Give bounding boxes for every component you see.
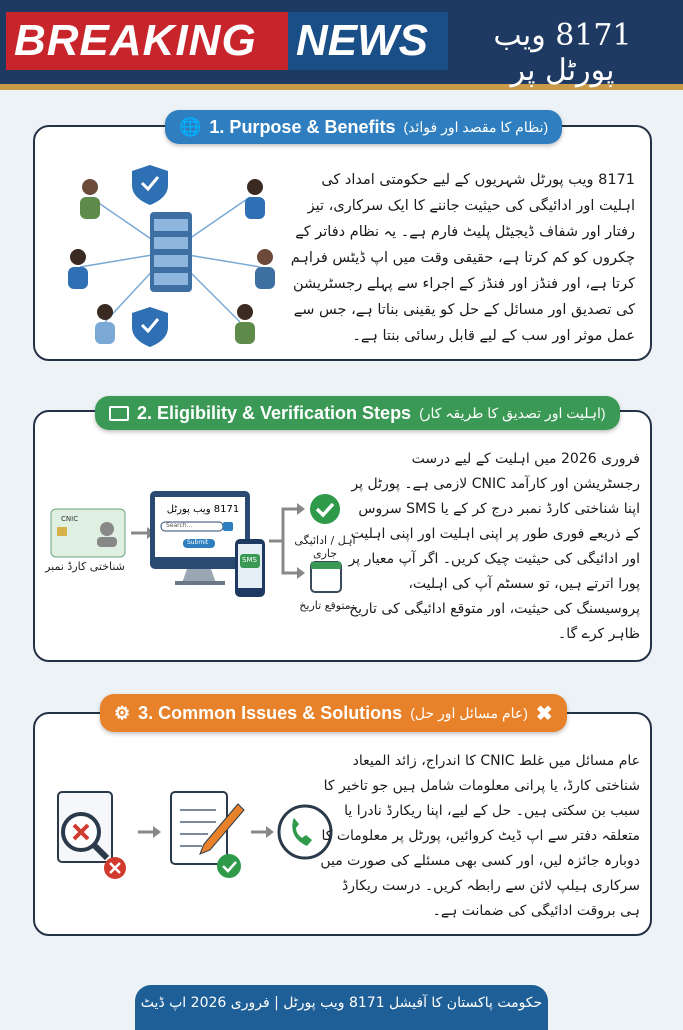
check-circle-icon — [310, 494, 340, 524]
header-banner — [0, 0, 683, 90]
portal-title: 8171 ویب پورٹل — [166, 504, 240, 515]
cnic-caption: شناختی کارڈ نمبر — [45, 560, 125, 573]
eligibility-card — [33, 410, 652, 662]
issues-text: عام مسائل میں غلط CNIC کا اندراج، زائد المیعاد شناختی کارڈ، یا پرانی معلومات شامل ہیں جو تاخیر کا سبب بن سکتی ہیں۔ حل کے لیے، اپنا ریکارڈ نادرا یا متعلقہ دفتر سے اپ ڈیٹ کروائیں، پورٹل پر معلومات کا دوبارہ جائزہ لیں، اور کسی بھی مسئلے کی صورت میں سرکاری ہیلپ لائن سے رابطہ کریں۔ درست ریکارڈ ہی بروقت ادائیگی کی ضمانت ہے۔ — [320, 753, 640, 919]
section-title: 3. Common Issues & Solutions — [138, 702, 403, 723]
eligibility-text: فروری 2026 میں اہلیت کے لیے درست رجسٹریشن اور کارآمد CNIC لازمی ہے۔ پورٹل پر اپنا شناختی کارڈ نمبر درج کر کے یا SMS سروس کے ذریعے فوری طور پر اپنی اہلیت اور اپنی اہلیت اور ادائیگی کی حیثیت چیک کریں۔ اگر آپ معیار پر پورا اترتے ہیں، تو سسٹم آپ کی اہلیت، پروسیسنگ کی حیثیت، اور متوقع ادائیگی کی تاریخ ظاہر کرے گا۔ — [348, 451, 640, 642]
section-title-urdu: (اہلیت اور تصدیق کا طریقہ کار) — [419, 404, 606, 421]
issues-card — [33, 712, 652, 936]
purpose-card — [33, 125, 652, 361]
svg-text:CNIC: CNIC — [61, 515, 79, 523]
breaking-label: BREAKING — [6, 12, 288, 70]
tools-icon: ✖ — [535, 702, 553, 725]
purpose-header — [165, 110, 562, 144]
id-card-icon — [109, 406, 129, 421]
search-input: Search... — [166, 522, 193, 529]
section-title-urdu: (نظام کا مقصد اور فوائد) — [403, 118, 549, 135]
header-title: 8171 ویب پورٹل پر — [493, 18, 632, 88]
eligible-caption: اہل / ادائیگی جاری — [294, 534, 356, 560]
issues-diagram — [43, 784, 333, 884]
section-title-urdu: (عام مسائل اور حل) — [410, 704, 528, 721]
submit-button: Submit — [187, 539, 209, 546]
section-title: 1. Purpose & Benefits — [209, 116, 396, 137]
section-title: 2. Eligibility & Verification Steps — [137, 402, 412, 423]
issues-header — [100, 694, 567, 732]
date-caption: متوقع تاریخ — [299, 599, 351, 612]
eligibility-header — [95, 396, 620, 430]
globe-icon: 🌐 — [179, 116, 202, 137]
sms-badge: SMS — [242, 556, 257, 564]
purpose-text: 8171 ویب پورٹل شہریوں کے لیے حکومتی امداد کی اہلیت اور ادائیگی کی حیثیت جاننے کا ایک سرکاری، تیز رفتار اور شفاف ڈیجیٹل پلیٹ فارم ہے۔ یہ نظام دفاتر کے چکروں کو کم کرتا ہے، حقیقی وقت میں اپ ڈیٹس فراہم کرتا ہے، اور فنڈز اور فنڈز کے اجراء سے پہلے رجسٹریشن کی تصدیق اور مسائل کے حل کو یقینی بناتا ہے، جس سے عمل موثر اور سب کے لیے قابل رسائی بنتا ہے۔ — [290, 172, 635, 344]
news-label: NEWS — [288, 12, 448, 70]
gear-wrench-icon: ⚙ — [114, 702, 131, 723]
footer-banner: حکومت پاکستان کا آفیشل 8171 ویب پورٹل | فروری 2026 اپ ڈیٹ — [135, 985, 548, 1030]
network-illustration — [50, 157, 290, 352]
